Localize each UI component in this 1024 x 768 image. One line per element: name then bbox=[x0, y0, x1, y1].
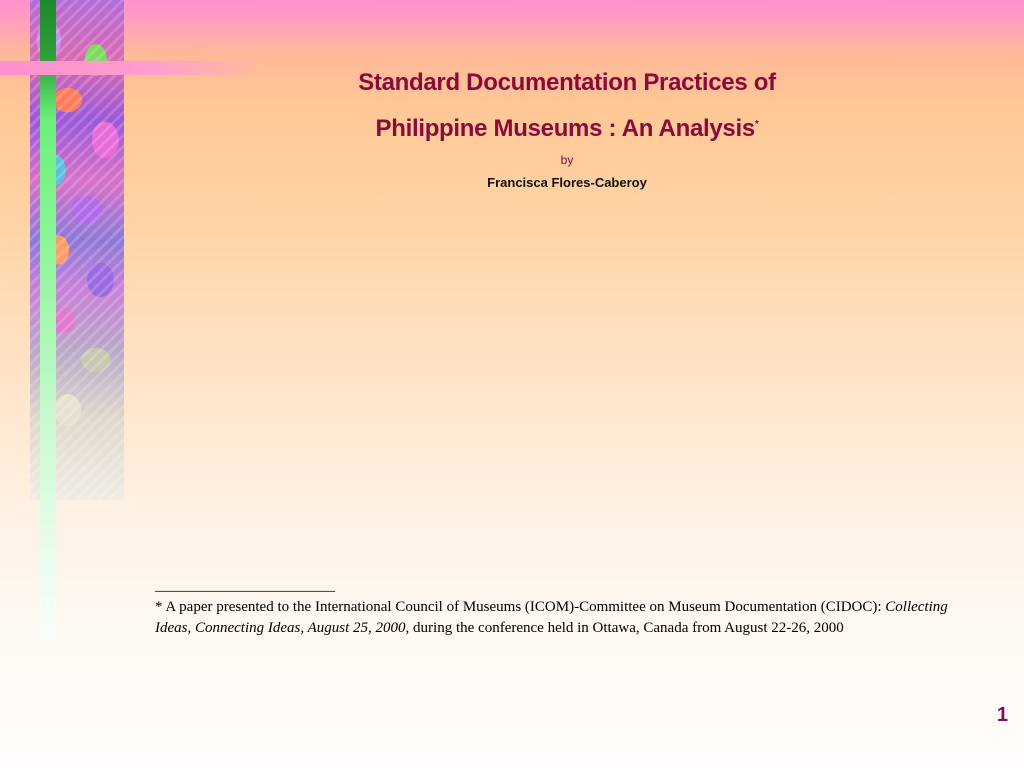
page-number: 1 bbox=[996, 704, 1008, 726]
author-name: Francisca Flores-Caberoy bbox=[487, 175, 647, 190]
footnote-text-after: , during the conference held in Ottawa, Canada from August 22-26, 2000 bbox=[405, 620, 844, 636]
footnote-italic-text: Collecting Ideas, Connecting Ideas, August 25, 2000 bbox=[155, 599, 948, 636]
title-footnote-marker: * bbox=[754, 119, 759, 130]
footnote-rule: ________________________ bbox=[155, 578, 335, 594]
green-vertical-bar bbox=[40, 0, 56, 640]
top-gradient-band bbox=[0, 0, 1024, 22]
slide-title-block bbox=[300, 62, 834, 192]
slide-title-line-1: Standard Documentation Practices of bbox=[358, 69, 776, 96]
slide-title-line-2 bbox=[300, 104, 834, 150]
footnote-text-before: A paper presented to the International Council of Museums (ICOM)-Committee on Museum Documentation (CIDOC): bbox=[162, 599, 886, 615]
by-line: by bbox=[560, 153, 574, 167]
footnote bbox=[155, 576, 965, 639]
pink-horizontal-bar bbox=[0, 61, 260, 75]
footnote-text bbox=[155, 597, 965, 639]
footnote-marker: * bbox=[155, 599, 163, 615]
slide-title-line-2-text: Philippine Museums : An Analysis bbox=[375, 115, 755, 142]
